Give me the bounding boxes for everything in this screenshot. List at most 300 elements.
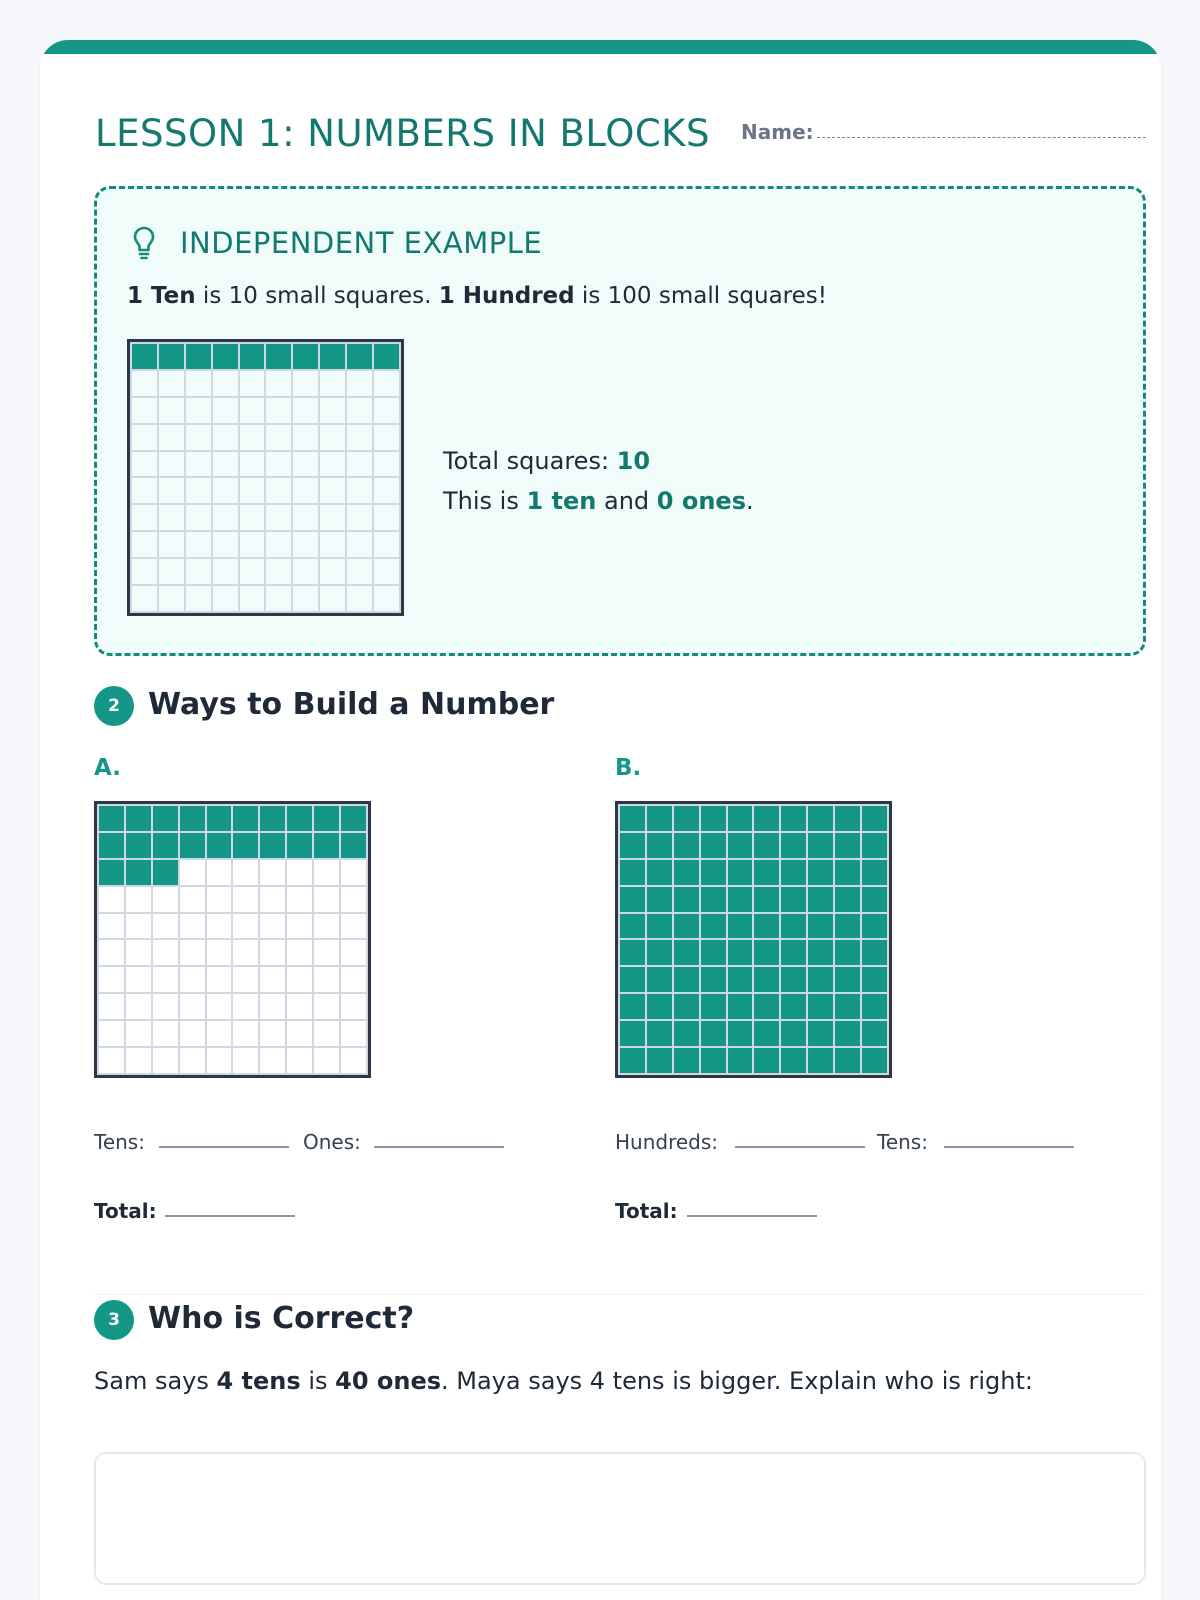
grid-square <box>347 371 372 396</box>
grid-square <box>674 1048 699 1073</box>
grid-square <box>320 559 345 584</box>
grid-square <box>126 806 151 831</box>
grid-square <box>862 1021 887 1046</box>
intro-hundred-term: 1 Hundred <box>438 283 575 309</box>
grid-square <box>835 940 860 965</box>
grid-square <box>260 1048 285 1073</box>
grid-square <box>266 425 291 450</box>
grid-square <box>674 967 699 992</box>
grid-square <box>781 967 806 992</box>
desc-suffix: . <box>746 487 754 515</box>
grid-square <box>159 586 184 611</box>
grid-square <box>266 344 291 369</box>
grid-square <box>132 478 157 503</box>
grid-square <box>347 398 372 423</box>
grid-square <box>314 860 339 885</box>
grid-square <box>153 860 178 885</box>
grid-square <box>180 887 205 912</box>
grid-square <box>186 452 211 477</box>
grid-square <box>341 887 366 912</box>
grid-square <box>701 914 726 939</box>
part-b-total-answer[interactable] <box>687 1215 817 1217</box>
grid-square <box>287 994 312 1019</box>
grid-square <box>341 994 366 1019</box>
grid-square <box>728 806 753 831</box>
grid-square <box>153 940 178 965</box>
grid-square <box>647 806 672 831</box>
grid-square <box>153 1048 178 1073</box>
grid-square <box>287 1048 312 1073</box>
grid-square <box>293 532 318 557</box>
grid-square <box>293 505 318 530</box>
grid-square <box>728 887 753 912</box>
grid-square <box>233 860 258 885</box>
grid-square <box>781 994 806 1019</box>
grid-square <box>126 1048 151 1073</box>
grid-square <box>320 344 345 369</box>
grid-square <box>213 532 238 557</box>
grid-square <box>126 860 151 885</box>
grid-square <box>835 806 860 831</box>
grid-square <box>233 1048 258 1073</box>
grid-square <box>808 833 833 858</box>
grid-square <box>347 452 372 477</box>
grid-square <box>266 452 291 477</box>
section-2-title: Ways to Build a Number <box>148 687 555 722</box>
grid-square <box>320 478 345 503</box>
grid-square <box>132 398 157 423</box>
grid-square <box>314 833 339 858</box>
grid-square <box>159 505 184 530</box>
grid-square <box>240 559 265 584</box>
grid-square <box>260 833 285 858</box>
grid-square <box>754 1021 779 1046</box>
grid-square <box>341 914 366 939</box>
grid-square <box>314 1021 339 1046</box>
grid-square <box>159 425 184 450</box>
grid-square <box>260 914 285 939</box>
grid-square <box>132 505 157 530</box>
grid-square <box>99 914 124 939</box>
grid-square <box>132 559 157 584</box>
example-info <box>443 441 754 521</box>
grid-square <box>99 1048 124 1073</box>
grid-square <box>99 806 124 831</box>
grid-square <box>207 940 232 965</box>
grid-square <box>233 833 258 858</box>
grid-square <box>153 806 178 831</box>
grid-square <box>233 887 258 912</box>
part-b-total-label: Total: <box>615 1199 678 1223</box>
grid-square <box>240 425 265 450</box>
grid-square <box>186 559 211 584</box>
part-a-total-answer[interactable] <box>165 1215 295 1217</box>
grid-square <box>647 994 672 1019</box>
grid-square <box>647 1048 672 1073</box>
grid-square <box>808 860 833 885</box>
grid-square <box>647 914 672 939</box>
grid-square <box>754 967 779 992</box>
grid-square <box>293 478 318 503</box>
grid-square <box>808 1048 833 1073</box>
place-value-line <box>443 481 754 521</box>
grid-square <box>808 914 833 939</box>
grid-square <box>207 1021 232 1046</box>
grid-square <box>207 1048 232 1073</box>
grid-square <box>126 940 151 965</box>
grid-square <box>374 559 399 584</box>
intro-text-1: is 10 small squares. <box>195 283 439 309</box>
grid-square <box>674 994 699 1019</box>
grid-square <box>728 940 753 965</box>
part-b-tens-answer[interactable] <box>944 1146 1074 1148</box>
grid-square <box>180 914 205 939</box>
grid-square <box>620 806 645 831</box>
total-squares-label: Total squares: <box>443 447 617 475</box>
grid-square <box>374 505 399 530</box>
grid-square <box>862 940 887 965</box>
grid-square <box>754 887 779 912</box>
grid-square <box>159 452 184 477</box>
grid-square <box>835 967 860 992</box>
grid-square <box>835 860 860 885</box>
grid-square <box>240 344 265 369</box>
grid-square <box>341 1048 366 1073</box>
grid-square <box>341 940 366 965</box>
grid-square <box>240 478 265 503</box>
grid-square <box>240 586 265 611</box>
grid-square <box>240 505 265 530</box>
grid-square <box>126 994 151 1019</box>
example-hundred-grid <box>127 339 404 616</box>
grid-square <box>701 1021 726 1046</box>
grid-square <box>835 1021 860 1046</box>
question-text-2: is <box>300 1367 336 1395</box>
total-squares-line <box>443 441 754 481</box>
grid-square <box>180 994 205 1019</box>
grid-square <box>620 914 645 939</box>
grid-square <box>781 887 806 912</box>
part-a-grid <box>94 801 371 1078</box>
grid-square <box>347 532 372 557</box>
explanation-answer-box[interactable] <box>94 1452 1146 1585</box>
grid-square <box>754 860 779 885</box>
grid-square <box>207 860 232 885</box>
grid-square <box>186 344 211 369</box>
grid-square <box>260 887 285 912</box>
grid-square <box>186 398 211 423</box>
part-a-label: A. <box>94 755 121 781</box>
section-2-number-badge: 2 <box>94 686 134 726</box>
grid-square <box>180 833 205 858</box>
grid-square <box>374 586 399 611</box>
grid-square <box>159 532 184 557</box>
grid-square <box>126 833 151 858</box>
grid-square <box>374 478 399 503</box>
grid-square <box>99 833 124 858</box>
grid-square <box>314 940 339 965</box>
grid-square <box>862 833 887 858</box>
grid-square <box>674 833 699 858</box>
grid-square <box>186 371 211 396</box>
grid-square <box>99 967 124 992</box>
grid-square <box>159 398 184 423</box>
grid-square <box>132 344 157 369</box>
grid-square <box>701 887 726 912</box>
grid-square <box>701 940 726 965</box>
grid-square <box>287 860 312 885</box>
grid-square <box>835 833 860 858</box>
grid-square <box>862 967 887 992</box>
grid-square <box>781 1048 806 1073</box>
desc-prefix: This is <box>443 487 527 515</box>
grid-square <box>213 586 238 611</box>
grid-square <box>126 967 151 992</box>
example-intro <box>127 283 827 309</box>
grid-square <box>314 914 339 939</box>
grid-square <box>233 806 258 831</box>
grid-square <box>233 914 258 939</box>
grid-square <box>647 1021 672 1046</box>
grid-square <box>99 940 124 965</box>
part-b-label: B. <box>615 755 642 781</box>
grid-square <box>293 586 318 611</box>
grid-square <box>374 452 399 477</box>
grid-square <box>728 833 753 858</box>
lesson-title: LESSON 1: NUMBERS IN BLOCKS <box>95 112 710 155</box>
grid-square <box>213 478 238 503</box>
grid-square <box>260 994 285 1019</box>
grid-square <box>287 914 312 939</box>
grid-square <box>647 967 672 992</box>
grid-square <box>347 344 372 369</box>
grid-square <box>620 1021 645 1046</box>
grid-square <box>835 1048 860 1073</box>
grid-square <box>674 860 699 885</box>
grid-square <box>180 1048 205 1073</box>
grid-square <box>728 914 753 939</box>
name-field[interactable] <box>817 137 1146 138</box>
grid-square <box>374 344 399 369</box>
grid-square <box>620 887 645 912</box>
grid-square <box>213 452 238 477</box>
grid-square <box>266 371 291 396</box>
grid-square <box>233 940 258 965</box>
part-a-tens-answer[interactable] <box>159 1146 289 1148</box>
grid-square <box>374 532 399 557</box>
grid-square <box>701 1048 726 1073</box>
grid-square <box>728 967 753 992</box>
grid-square <box>314 967 339 992</box>
grid-square <box>620 1048 645 1073</box>
part-a-total-label: Total: <box>94 1199 157 1223</box>
grid-square <box>781 940 806 965</box>
grid-square <box>186 425 211 450</box>
grid-square <box>728 860 753 885</box>
grid-square <box>728 1048 753 1073</box>
grid-square <box>99 1021 124 1046</box>
grid-square <box>374 371 399 396</box>
grid-square <box>701 806 726 831</box>
example-title: INDEPENDENT EXAMPLE <box>180 226 543 260</box>
grid-square <box>293 425 318 450</box>
grid-square <box>374 398 399 423</box>
grid-square <box>260 860 285 885</box>
grid-square <box>620 860 645 885</box>
grid-square <box>728 994 753 1019</box>
grid-square <box>159 559 184 584</box>
grid-square <box>862 914 887 939</box>
grid-square <box>647 833 672 858</box>
grid-square <box>132 586 157 611</box>
grid-square <box>207 806 232 831</box>
grid-square <box>287 887 312 912</box>
grid-square <box>159 371 184 396</box>
grid-square <box>835 887 860 912</box>
grid-square <box>314 887 339 912</box>
grid-square <box>213 559 238 584</box>
desc-mid: and <box>596 487 657 515</box>
grid-square <box>701 967 726 992</box>
grid-square <box>213 398 238 423</box>
grid-square <box>287 967 312 992</box>
grid-square <box>754 994 779 1019</box>
part-b-tens-label: Tens: <box>877 1130 928 1154</box>
grid-square <box>320 425 345 450</box>
grid-square <box>153 994 178 1019</box>
grid-square <box>320 586 345 611</box>
grid-square <box>213 344 238 369</box>
grid-square <box>240 398 265 423</box>
grid-square <box>320 452 345 477</box>
grid-square <box>620 833 645 858</box>
grid-square <box>728 1021 753 1046</box>
grid-square <box>287 940 312 965</box>
grid-square <box>347 425 372 450</box>
grid-square <box>287 806 312 831</box>
grid-square <box>808 994 833 1019</box>
grid-square <box>341 806 366 831</box>
grid-square <box>347 559 372 584</box>
part-a-ones-answer[interactable] <box>374 1146 504 1148</box>
grid-square <box>341 860 366 885</box>
grid-square <box>862 1048 887 1073</box>
grid-square <box>180 860 205 885</box>
grid-square <box>674 806 699 831</box>
grid-square <box>186 478 211 503</box>
grid-square <box>701 994 726 1019</box>
grid-square <box>754 833 779 858</box>
grid-square <box>266 505 291 530</box>
section-3-title: Who is Correct? <box>148 1301 415 1336</box>
grid-square <box>293 559 318 584</box>
grid-square <box>808 940 833 965</box>
grid-square <box>754 1048 779 1073</box>
grid-square <box>835 994 860 1019</box>
grid-square <box>674 940 699 965</box>
grid-square <box>341 1021 366 1046</box>
grid-square <box>180 806 205 831</box>
desc-ones: 0 ones <box>656 487 746 515</box>
grid-square <box>341 967 366 992</box>
grid-square <box>287 833 312 858</box>
grid-square <box>99 860 124 885</box>
grid-square <box>647 860 672 885</box>
grid-square <box>620 967 645 992</box>
lightbulb-icon <box>131 225 157 261</box>
grid-square <box>620 940 645 965</box>
grid-square <box>314 1048 339 1073</box>
grid-square <box>207 833 232 858</box>
grid-square <box>260 967 285 992</box>
grid-square <box>233 967 258 992</box>
grid-square <box>132 425 157 450</box>
grid-square <box>701 860 726 885</box>
grid-square <box>674 887 699 912</box>
grid-square <box>132 452 157 477</box>
grid-square <box>180 940 205 965</box>
question-bold-2: 40 ones <box>335 1367 442 1395</box>
grid-square <box>207 967 232 992</box>
grid-square <box>808 967 833 992</box>
part-a-ones-label: Ones: <box>303 1130 361 1154</box>
grid-square <box>314 994 339 1019</box>
grid-square <box>132 371 157 396</box>
part-b-hundreds-answer[interactable] <box>735 1146 865 1148</box>
grid-square <box>808 887 833 912</box>
grid-square <box>153 967 178 992</box>
grid-square <box>207 994 232 1019</box>
grid-square <box>132 532 157 557</box>
section-3-question <box>94 1367 1033 1395</box>
grid-square <box>781 1021 806 1046</box>
grid-square <box>153 1021 178 1046</box>
grid-square <box>347 478 372 503</box>
grid-square <box>266 398 291 423</box>
grid-square <box>781 860 806 885</box>
worksheet-page <box>40 40 1161 1600</box>
grid-square <box>207 914 232 939</box>
grid-square <box>126 1021 151 1046</box>
grid-square <box>647 940 672 965</box>
grid-square <box>99 994 124 1019</box>
grid-square <box>293 452 318 477</box>
grid-square <box>186 532 211 557</box>
grid-square <box>754 806 779 831</box>
grid-square <box>266 478 291 503</box>
grid-square <box>293 398 318 423</box>
independent-example-box <box>94 186 1146 656</box>
grid-square <box>180 1021 205 1046</box>
grid-square <box>126 887 151 912</box>
grid-square <box>754 914 779 939</box>
grid-square <box>180 967 205 992</box>
part-b-hundreds-label: Hundreds: <box>615 1130 719 1154</box>
grid-square <box>213 425 238 450</box>
grid-square <box>207 887 232 912</box>
grid-square <box>835 914 860 939</box>
grid-square <box>240 532 265 557</box>
grid-square <box>153 833 178 858</box>
grid-square <box>240 371 265 396</box>
grid-square <box>153 914 178 939</box>
name-label: Name: <box>741 120 814 144</box>
grid-square <box>374 425 399 450</box>
grid-square <box>620 994 645 1019</box>
grid-square <box>186 505 211 530</box>
grid-square <box>862 860 887 885</box>
grid-square <box>99 887 124 912</box>
